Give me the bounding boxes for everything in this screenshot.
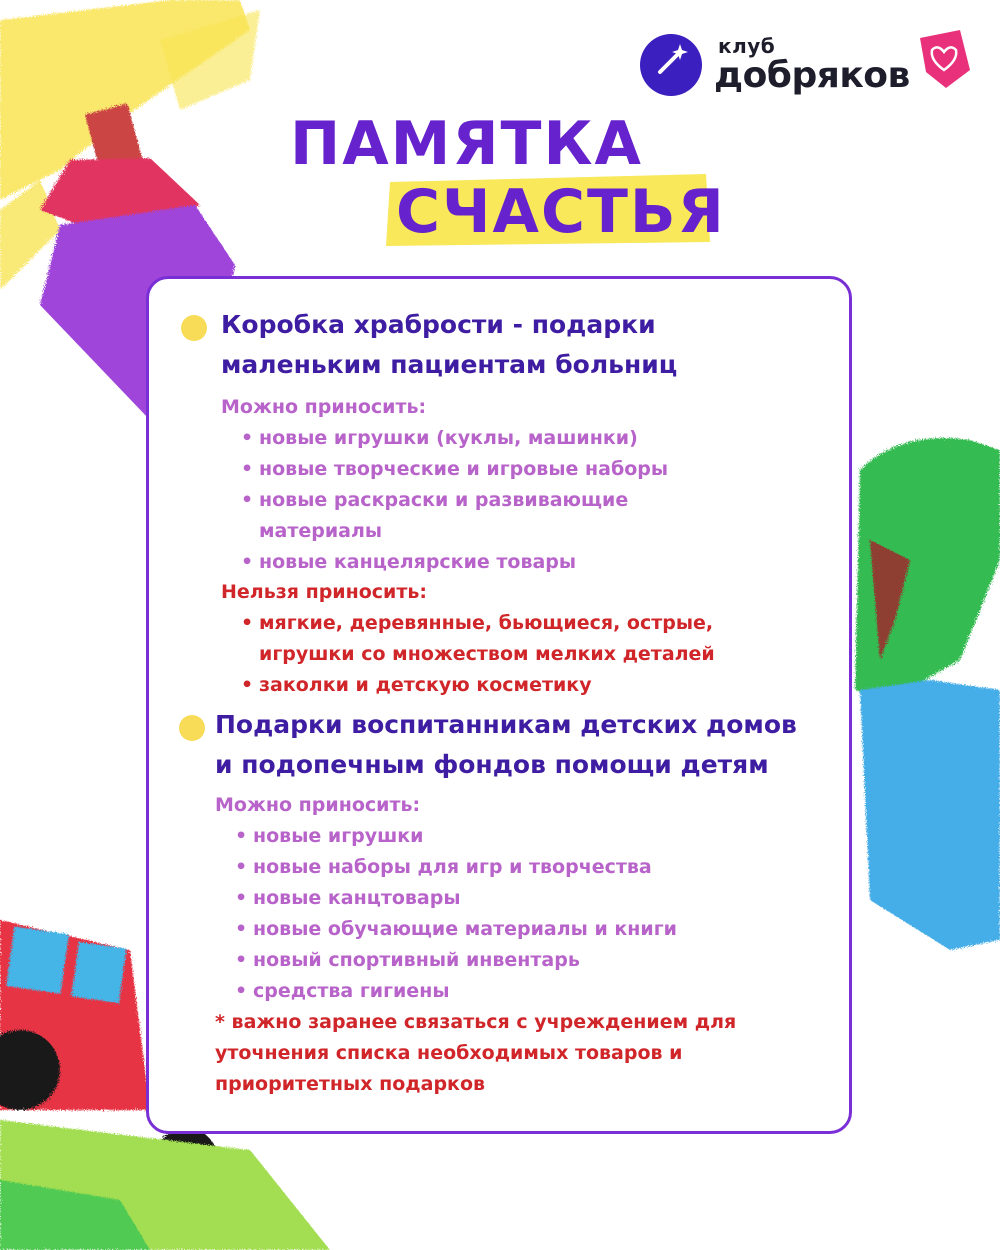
list-item: • мягкие, деревянные, бьющиеся, острые, — [241, 608, 715, 639]
list-item: • новый спортивный инвентарь — [235, 945, 677, 976]
list-item: • новые раскраски и развивающие — [241, 485, 668, 516]
magic-wand-icon — [654, 42, 690, 78]
brand-logo — [640, 28, 980, 98]
bullet-dot — [181, 315, 207, 341]
section-1-title: Коробка храбрости - подарки маленьким пациентам больниц — [221, 310, 678, 379]
list-item: • новые игрушки (куклы, машинки) — [241, 423, 668, 454]
list-item: игрушки со множеством мелких деталей — [259, 643, 715, 665]
section-1-forbidden-list — [241, 608, 715, 701]
list-item: материалы — [259, 520, 383, 542]
tree-drawing — [855, 438, 1000, 950]
section-1-forbidden-label: Нельзя приносить: — [221, 581, 427, 603]
title-line-2: СЧАСТЬЯ — [396, 177, 726, 247]
bullet-dot — [179, 715, 205, 741]
list-item: • новые обучающие материалы и книги — [235, 914, 677, 945]
section-1-allowed-list — [241, 423, 668, 578]
section-2-title: Подарки воспитанникам детских домов и подопечным фондов помощи детям — [215, 710, 797, 779]
title-line-1: ПАМЯТКА — [290, 109, 643, 179]
section-2-allowed-label: Можно приносить: — [215, 794, 421, 816]
heart-hands-icon — [916, 28, 972, 90]
list-item: • новые канцтовары — [235, 883, 677, 914]
list-item: • новые наборы для игр и творчества — [235, 852, 677, 883]
brand-name-big: добряков — [714, 55, 910, 96]
list-item: • средства гигиены — [235, 976, 677, 1007]
info-card — [146, 276, 852, 1134]
list-item: • заколки и детскую косметику — [241, 670, 715, 701]
section-2-allowed-list — [235, 821, 677, 1007]
section-2-note: * важно заранее связаться с учреждением для уточнения списка необходимых товаров и приоритетных подарков — [215, 1011, 737, 1095]
list-item: • новые канцелярские товары — [241, 547, 668, 578]
section-1-allowed-label: Можно приносить: — [221, 396, 427, 418]
brand-name-small: клуб — [718, 34, 776, 58]
list-item: • новые творческие и игровые наборы — [241, 454, 668, 485]
list-item: • новые игрушки — [235, 821, 677, 852]
